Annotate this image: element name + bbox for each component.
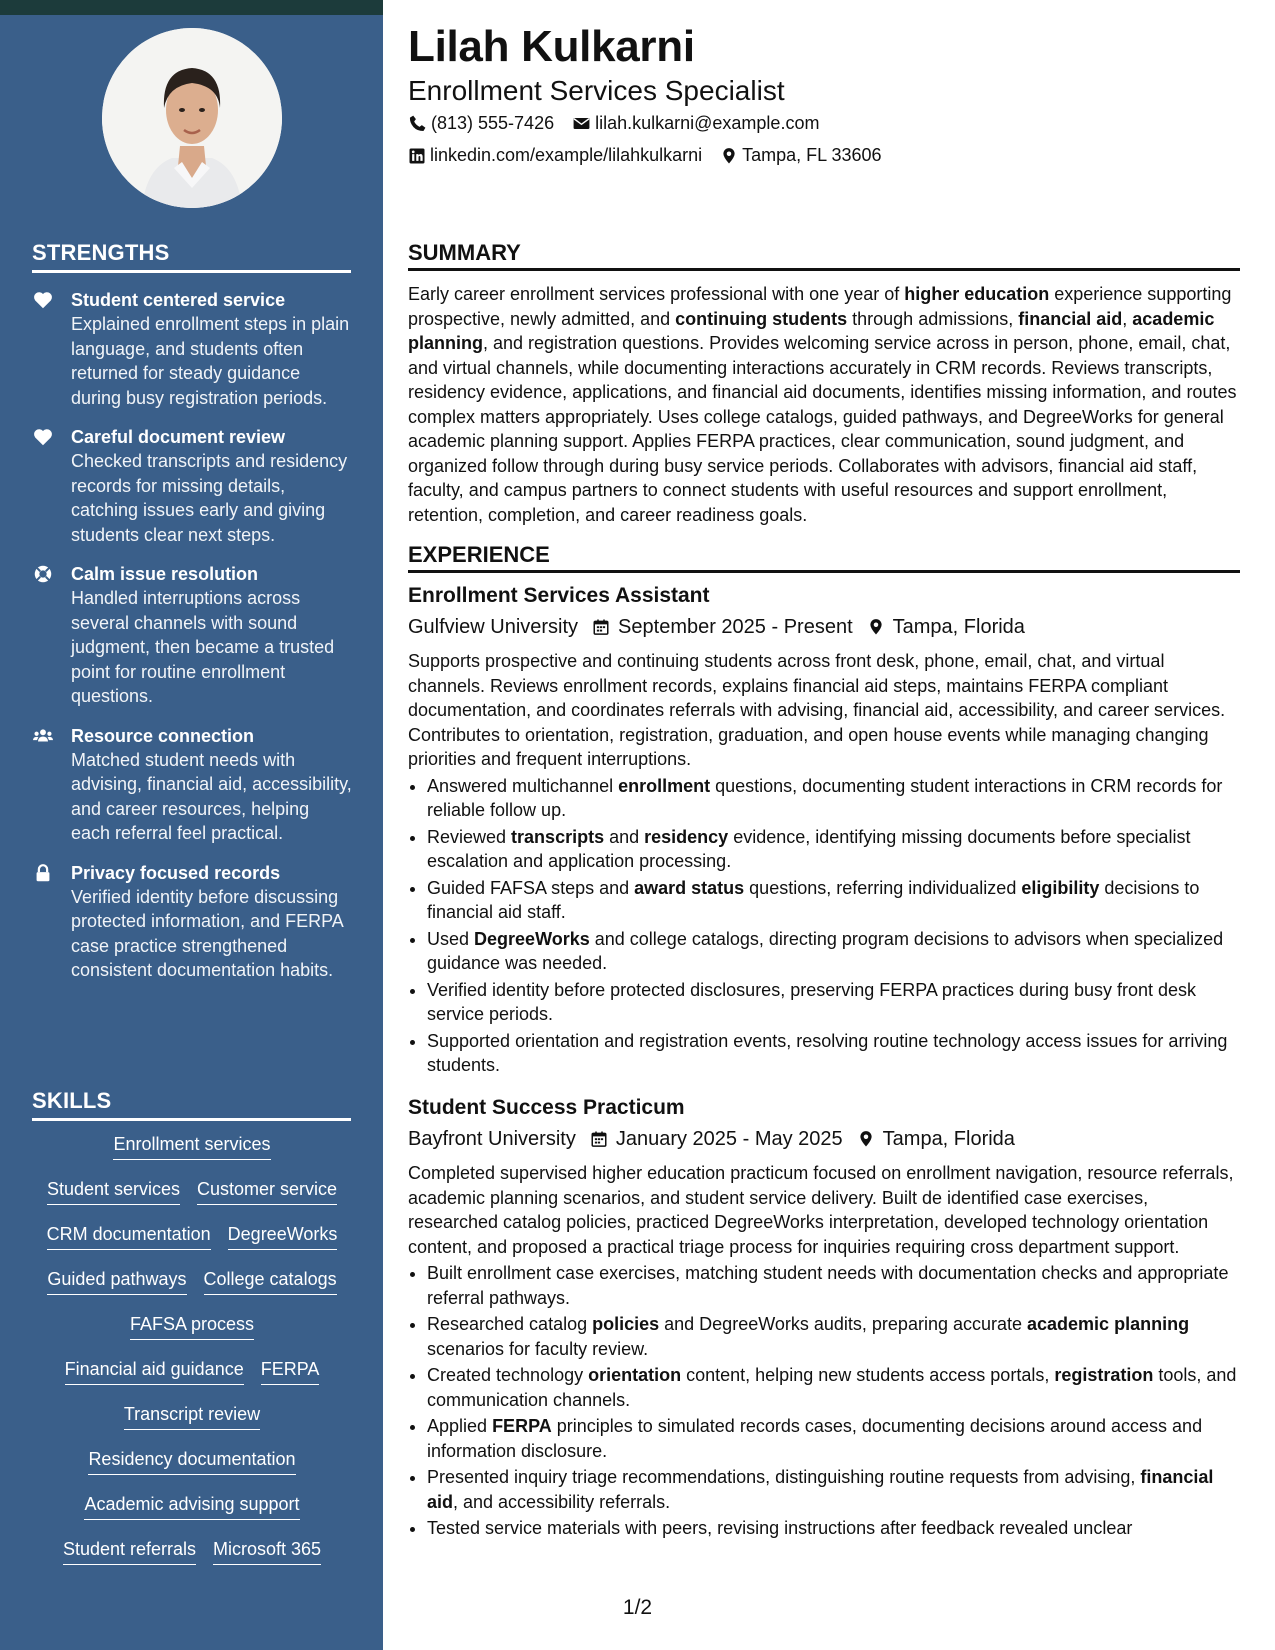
skill-row <box>32 1312 352 1357</box>
skill-row <box>32 1267 352 1312</box>
bullet-text: , and accessibility referrals. <box>453 1491 671 1512</box>
envelope-icon <box>572 114 591 133</box>
skill-row <box>32 1132 352 1177</box>
summary-text <box>408 282 1240 527</box>
skill-tag: FERPA <box>261 1357 320 1385</box>
job-bullet <box>427 876 1240 925</box>
experience-title: EXPERIENCE <box>408 542 1240 573</box>
calendar-icon <box>590 1129 608 1149</box>
skill-row <box>32 1447 352 1492</box>
bullet-highlight: financial aid <box>427 1467 1214 1512</box>
summary-segment: Early career enrollment services professional with one year of <box>408 284 905 304</box>
job-location <box>857 1124 1015 1154</box>
map-pin-icon <box>867 617 885 637</box>
linkedin-text[interactable]: linkedin.com/example/lilahkulkarni <box>430 145 703 165</box>
bullet-text: Used <box>427 928 475 949</box>
bullet-highlight: residency <box>644 826 729 847</box>
profile-photo-illustration <box>102 28 282 208</box>
job-entry <box>408 1093 1240 1543</box>
bullet-text: decisions to financial aid staff. <box>427 877 1200 922</box>
job-bullet <box>427 825 1240 874</box>
bullet-text: Guided FAFSA steps and <box>427 877 635 898</box>
strength-description: Handled interruptions across several channels with sound judgment, then became a trusted point for routine enrollment questions. <box>71 588 335 706</box>
job-bullet <box>427 1414 1240 1463</box>
summary-segment: through admissions, <box>847 308 1019 329</box>
sidebar <box>0 0 383 1650</box>
strength-item <box>32 288 352 410</box>
job-bullets <box>408 1261 1240 1541</box>
summary-title: SUMMARY <box>408 240 1240 271</box>
bullet-text: Presented inquiry triage recommendations, distinguishing routine requests from advising, <box>427 1467 1141 1487</box>
bullet-text: scenarios for faculty review. <box>427 1338 649 1359</box>
bullet-text: questions, referring individualized <box>744 877 1022 898</box>
lock-icon <box>32 862 54 884</box>
job-title: Student Success Practicum <box>408 1096 685 1119</box>
bullet-text: Applied <box>427 1416 493 1436</box>
strengths-title: STRENGTHS <box>32 240 351 273</box>
bullet-text: questions, documenting student interactions in CRM records for reliable follow up. <box>427 775 1223 820</box>
bullet-highlight: transcripts <box>511 826 605 847</box>
job-location-text: Tampa, Florida <box>882 1128 1015 1150</box>
summary-highlight: higher education <box>904 284 1050 304</box>
strength-description: Explained enrollment steps in plain language, and students often returned for steady guidance during busy registration periods. <box>71 314 350 408</box>
job-entry <box>408 581 1240 1080</box>
summary-highlight: financial aid <box>1018 308 1123 329</box>
job-bullet <box>427 1363 1240 1412</box>
candidate-title: Enrollment Services Specialist <box>408 75 785 106</box>
summary-highlight: continuing students <box>675 308 848 329</box>
location-text: Tampa, FL 33606 <box>742 145 882 165</box>
bullet-highlight: eligibility <box>1021 877 1100 898</box>
skill-row <box>32 1177 352 1222</box>
skill-tag: Enrollment services <box>113 1132 270 1160</box>
skill-tag: Financial aid guidance <box>65 1357 244 1385</box>
bullet-text: Researched catalog <box>427 1314 593 1334</box>
strength-title: Privacy focused records <box>71 862 281 883</box>
bullet-text: Reviewed <box>427 826 512 847</box>
bullet-highlight: award status <box>634 877 745 898</box>
bullet-text: Supported orientation and registration events, resolving routine technology access issues for arriving students. <box>427 1030 1228 1075</box>
job-location <box>867 612 1025 642</box>
skill-row <box>32 1402 352 1447</box>
skill-tag: College catalogs <box>204 1267 337 1295</box>
job-bullet <box>427 774 1240 823</box>
job-description: Supports prospective and continuing students across front desk, phone, email, chat, and virtual channels. Reviews enrollment records, explains financial aid steps, maintains FERPA compliant documentation, and coordinates referrals with advising, financial aid, accessibility, and career services. Contributes to orientation, registration, graduation, and open house events while managing changing priorities and frequent interruptions. <box>408 651 1226 769</box>
skill-tag: Guided pathways <box>47 1267 186 1295</box>
lifebuoy-icon <box>32 563 54 585</box>
strength-item <box>32 861 352 983</box>
bullet-text: evidence, identifying missing documents before specialist escalation and application processing. <box>427 826 1191 871</box>
strength-description: Matched student needs with advising, financial aid, accessibility, and career resources, helping each referral feel practical. <box>71 749 352 843</box>
skill-tag: Residency documentation <box>88 1447 295 1475</box>
email-text[interactable]: lilah.kulkarni@example.com <box>595 113 820 133</box>
job-bullet <box>427 1465 1240 1514</box>
map-pin-icon <box>720 146 738 166</box>
bullet-highlight: orientation <box>588 1365 682 1385</box>
bullet-text: and college catalogs, directing program decisions to advisors when specialized guidance was needed. <box>427 928 1224 973</box>
strength-item <box>32 562 352 709</box>
contact-row <box>408 145 900 166</box>
summary-segment: , and registration questions. Provides welcoming service across in person, phone, email, chat, and virtual channels, while documenting interactions accurately in CRM records. Reviews transcripts, residency evidence, applications, and financial aid documents, identifies missing information, and routes complex matters appropriately. Uses college catalogs, guided pathways, and DegreeWorks for general academic planning support. Applies FERPA practices, clear communication, sound judgment, and organized follow through during busy service periods. Collaborates with advisors, financial aid staff, faculty, and campus partners to connect students with useful resources and support enrollment, retention, completion, and career readiness goals. <box>408 333 1237 525</box>
strength-item <box>32 724 352 846</box>
bullet-text: principles to simulated records cases, documenting decisions around access and information disclosure. <box>427 1416 1203 1461</box>
heart-icon <box>32 426 54 448</box>
job-bullet <box>427 1261 1240 1310</box>
job-bullets <box>408 774 1240 1078</box>
linkedin-icon <box>408 147 426 165</box>
phone-icon <box>408 114 427 133</box>
skill-tag: FAFSA process <box>130 1312 254 1340</box>
skill-tag: Transcript review <box>124 1402 260 1430</box>
summary-highlight: academic planning <box>408 308 1215 353</box>
sidebar-top-bar <box>0 0 383 15</box>
job-bullet <box>427 927 1240 976</box>
candidate-name: Lilah Kulkarni <box>408 22 695 71</box>
bullet-text: Answered multichannel <box>427 775 619 796</box>
job-organization: Bayfront University <box>408 1128 576 1150</box>
summary-segment: , <box>1122 308 1133 329</box>
strength-description: Checked transcripts and residency records for missing details, catching issues early and giving students clear next steps. <box>71 451 348 545</box>
map-pin-icon <box>857 1129 875 1149</box>
skill-tag: Academic advising support <box>84 1492 299 1520</box>
contact-row <box>408 113 837 134</box>
strength-description: Verified identity before discussing protected information, and FERPA case practice strengthened consistent documentation habits. <box>71 886 343 980</box>
bullet-text: Verified identity before protected disclosures, preserving FERPA practices during busy front desk service periods. <box>427 979 1197 1024</box>
job-meta <box>408 1124 1240 1154</box>
skill-tag: CRM documentation <box>47 1222 211 1250</box>
job-title: Enrollment Services Assistant <box>408 584 710 607</box>
skill-row <box>32 1492 352 1537</box>
strength-item <box>32 425 352 547</box>
contact-location <box>720 145 881 166</box>
job-bullet <box>427 1029 1240 1078</box>
bullet-text: tools, and communication channels. <box>427 1365 1237 1410</box>
job-dates <box>592 612 853 642</box>
strength-title: Resource connection <box>71 725 255 746</box>
bullet-text: and DegreeWorks audits, preparing accurate <box>659 1314 1028 1334</box>
skill-row <box>32 1537 352 1582</box>
bullet-text: Tested service materials with peers, revising instructions after feedback revealed unclear <box>427 1518 1133 1538</box>
profile-photo <box>102 28 282 208</box>
job-dates-text: September 2025 - Present <box>618 616 853 638</box>
page-number-text: 1/2 <box>622 1596 653 1619</box>
skill-tag: Student referrals <box>63 1537 196 1565</box>
bullet-text: Built enrollment case exercises, matching student needs with documentation checks and appropriate referral pathways. <box>427 1263 1229 1308</box>
job-description: Completed supervised higher education practicum focused on enrollment navigation, resource referrals, academic planning scenarios, and student service delivery. Built de identified case exercises, researched catalog policies, practiced DegreeWorks interpretation, developed technology orientation content, and proposed a practical triage process for inquiries requiring cross department support. <box>408 1163 1234 1257</box>
skill-row <box>32 1222 352 1267</box>
skill-tag: Student services <box>47 1177 180 1205</box>
bullet-text: content, helping new students access portals, <box>681 1365 1055 1385</box>
skills-list <box>32 1132 352 1582</box>
summary-segment: experience supporting prospective, newly admitted, and <box>408 284 1232 329</box>
job-bullet <box>427 978 1240 1027</box>
users-icon <box>32 725 54 747</box>
phone-text: (813) 555-7426 <box>431 113 555 133</box>
bullet-highlight: academic planning <box>1027 1314 1190 1334</box>
bullet-text: and <box>604 826 645 847</box>
calendar-icon <box>592 617 610 637</box>
skill-tag: DegreeWorks <box>228 1222 338 1250</box>
bullet-text: Created technology <box>427 1365 589 1385</box>
bullet-highlight: enrollment <box>618 775 711 796</box>
strengths-list <box>32 288 352 998</box>
skills-title: SKILLS <box>32 1088 351 1121</box>
heart-icon <box>32 289 54 311</box>
job-meta <box>408 612 1240 642</box>
bullet-highlight: FERPA <box>492 1416 552 1436</box>
strength-title: Calm issue resolution <box>71 564 259 584</box>
job-location-text: Tampa, Florida <box>892 616 1025 638</box>
job-bullet <box>427 1312 1240 1361</box>
job-dates-text: January 2025 - May 2025 <box>615 1128 843 1150</box>
strength-title: Careful document review <box>71 427 286 447</box>
contact-email[interactable] <box>572 113 819 134</box>
skill-tag: Customer service <box>197 1177 337 1205</box>
bullet-highlight: registration <box>1054 1365 1154 1385</box>
contact-linkedin[interactable] <box>408 145 702 166</box>
contact-phone <box>408 113 554 134</box>
job-bullet <box>427 1516 1240 1541</box>
page-number <box>0 1596 1275 1620</box>
strength-title: Student centered service <box>71 290 286 310</box>
bullet-highlight: policies <box>592 1314 660 1334</box>
skill-row <box>32 1357 352 1402</box>
skill-tag: Microsoft 365 <box>213 1537 321 1565</box>
job-dates <box>590 1124 843 1154</box>
bullet-highlight: DegreeWorks <box>474 928 590 949</box>
job-organization: Gulfview University <box>408 616 579 638</box>
